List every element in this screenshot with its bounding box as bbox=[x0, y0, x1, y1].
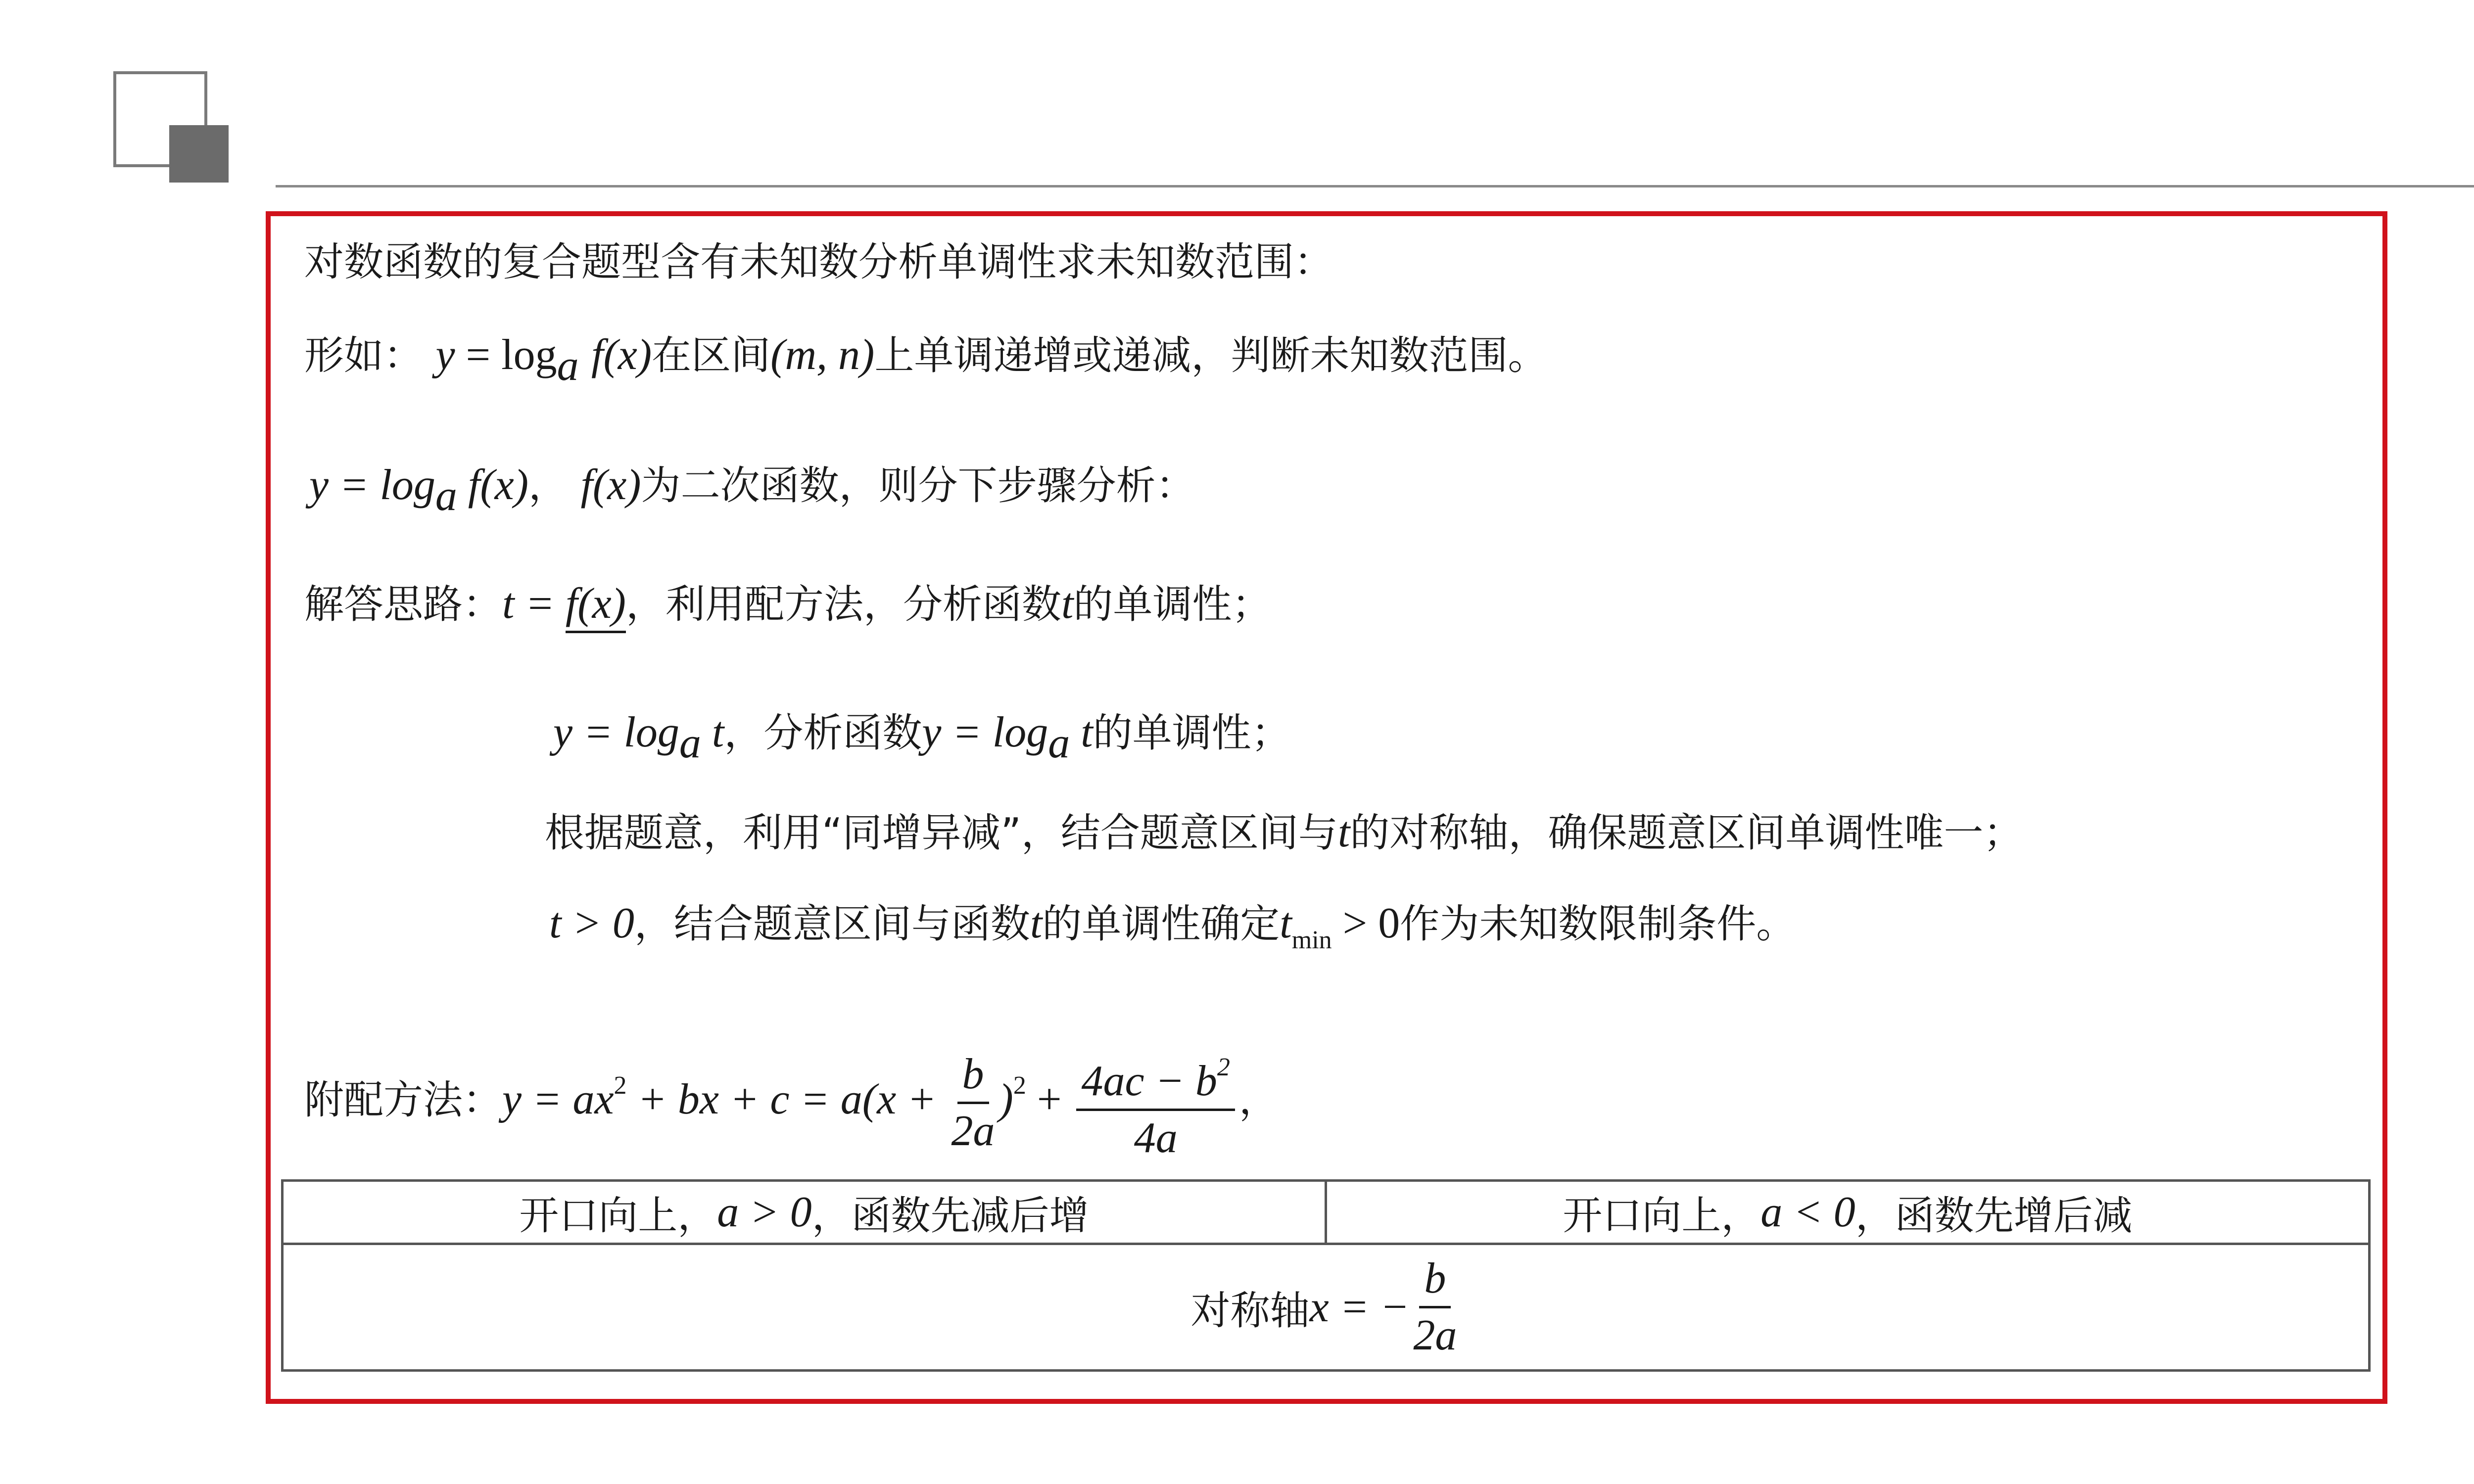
tmin-sub: min bbox=[1291, 926, 1332, 954]
den: 2a bbox=[951, 1107, 995, 1155]
text2: 的对称轴，确保题意区间单调性唯一； bbox=[1350, 810, 2023, 856]
axis-expr: x = − bbox=[1309, 1283, 1410, 1331]
t: t bbox=[1030, 899, 1043, 947]
num: b bbox=[1419, 1252, 1451, 1308]
step-log bbox=[553, 708, 1291, 768]
text1: 开口向上， bbox=[519, 1193, 717, 1239]
log-base: a bbox=[435, 472, 457, 520]
log-base: a bbox=[557, 342, 579, 390]
sep: ， bbox=[528, 463, 569, 509]
text2: ，函数先减后增 bbox=[811, 1193, 1089, 1239]
line-quadratic bbox=[309, 461, 1195, 521]
solution-line bbox=[304, 579, 1271, 629]
table-row-axis bbox=[284, 1245, 2368, 1369]
sq2: 2 bbox=[1013, 1071, 1026, 1100]
text3: 作为未知数限制条件。 bbox=[1400, 901, 1796, 947]
text1: ，结合题意区间与函数 bbox=[634, 901, 1030, 947]
heading bbox=[304, 237, 1333, 287]
t: t bbox=[1061, 580, 1074, 628]
num bbox=[1076, 1040, 1235, 1111]
expr: a > 0 bbox=[717, 1188, 812, 1236]
log: log bbox=[501, 331, 557, 379]
t: t bbox=[701, 708, 724, 756]
plus: + bbox=[1026, 1075, 1073, 1123]
num-text: 4ac − b bbox=[1081, 1057, 1217, 1105]
text2: 的单调性确定 bbox=[1042, 901, 1280, 947]
t-eq: t = bbox=[502, 580, 566, 628]
gt0: > 0 bbox=[1332, 899, 1400, 947]
equals: = bbox=[455, 331, 502, 379]
form-label: 形如： bbox=[304, 332, 423, 378]
num: b bbox=[957, 1047, 989, 1104]
comma: ， bbox=[1238, 1077, 1279, 1123]
decorative-square-filled bbox=[169, 125, 229, 183]
form-text1: 在区间 bbox=[652, 332, 771, 378]
form-text2: 上单调递增或递减，判断未知数范围。 bbox=[874, 332, 1548, 378]
t: t bbox=[1337, 808, 1350, 856]
table-row bbox=[284, 1182, 2368, 1245]
completing-square-line bbox=[304, 1029, 1279, 1165]
heading-text: 对数函数的复合题型含有未知数分析单调性求未知数范围： bbox=[304, 239, 1333, 285]
text1: 根据题意，利用“同增异减”，结合题意区间与 bbox=[545, 810, 1338, 856]
text1: ，分析函数 bbox=[724, 710, 922, 756]
fx2: f(x) bbox=[580, 461, 641, 509]
expr: y = log bbox=[309, 461, 435, 509]
label: 解答思路： bbox=[304, 581, 502, 627]
summary-table bbox=[281, 1179, 2371, 1372]
mid: + bx + c = a(x + bbox=[626, 1075, 948, 1123]
fraction-4ac bbox=[1076, 1040, 1235, 1165]
fx-underlined: f(x) bbox=[566, 580, 626, 633]
log-base: a bbox=[679, 719, 701, 767]
t2: t bbox=[1070, 708, 1093, 756]
label: 附配方法： bbox=[304, 1077, 502, 1123]
expr: a < 0 bbox=[1760, 1188, 1856, 1236]
text2: 的单调性； bbox=[1073, 581, 1272, 627]
interval: (m, n) bbox=[770, 331, 875, 379]
header-divider bbox=[276, 185, 2474, 187]
tmin: t bbox=[1280, 899, 1292, 947]
den: 4a bbox=[1134, 1113, 1178, 1162]
text1: ，利用配方法，分析函数 bbox=[625, 581, 1061, 627]
num-sq: 2 bbox=[1217, 1053, 1230, 1081]
step-condition bbox=[549, 899, 1796, 965]
y-var: y bbox=[435, 331, 455, 379]
log-base-2: a bbox=[1048, 719, 1070, 767]
den: 2a bbox=[1413, 1311, 1457, 1359]
text1: 开口向上， bbox=[1563, 1193, 1761, 1239]
close: ) bbox=[999, 1075, 1013, 1123]
fx: f(x) bbox=[457, 461, 529, 509]
sq: 2 bbox=[614, 1071, 627, 1100]
expr2: y = log bbox=[922, 708, 1048, 756]
fx: f(x) bbox=[591, 331, 652, 379]
text: 为二次函数，则分下步骤分析： bbox=[641, 463, 1195, 509]
cell-a-positive bbox=[284, 1182, 1325, 1243]
fraction-b-2a bbox=[1413, 1252, 1457, 1363]
expr: t > 0 bbox=[549, 899, 634, 947]
expr: y = log bbox=[553, 708, 679, 756]
text2: 的单调性； bbox=[1093, 710, 1291, 756]
lhs: y = ax bbox=[502, 1075, 614, 1123]
text2: ，函数先增后减 bbox=[1855, 1193, 2133, 1239]
axis-label: 对称轴 bbox=[1190, 1288, 1310, 1334]
fraction-b-2a bbox=[952, 1047, 995, 1159]
cell-a-negative bbox=[1325, 1182, 2368, 1243]
step-axis bbox=[545, 808, 2023, 858]
form-line bbox=[304, 330, 1547, 391]
